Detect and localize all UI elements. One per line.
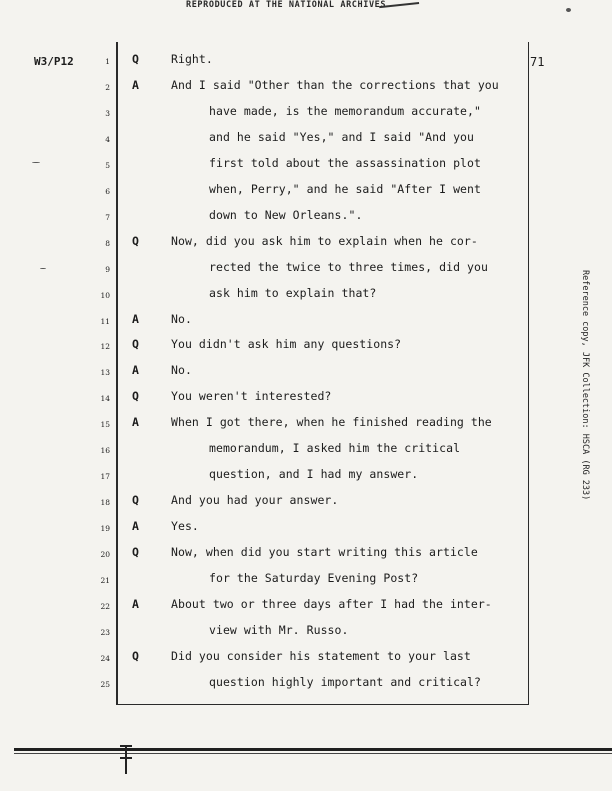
speck bbox=[40, 268, 46, 269]
line-number: 21 bbox=[100, 576, 110, 585]
transcript-line bbox=[0, 156, 612, 182]
line-text: question, and I had my answer. bbox=[209, 467, 419, 482]
line-number: 3 bbox=[105, 108, 110, 118]
line-number: 22 bbox=[100, 601, 110, 611]
line-text: Yes. bbox=[171, 519, 199, 534]
line-text: Did you consider his statement to your last bbox=[171, 648, 471, 663]
transcript-line bbox=[0, 78, 612, 104]
line-text: when, Perry," and he said "After I went bbox=[209, 181, 481, 196]
transcript-line bbox=[0, 337, 612, 363]
line-text: view with Mr. Russo. bbox=[209, 622, 349, 637]
transcript-line bbox=[0, 363, 612, 389]
line-text: Now, did you ask him to explain when he cor- bbox=[171, 233, 478, 248]
speaker-label: A bbox=[132, 519, 139, 534]
speaker-label: Q bbox=[132, 233, 139, 248]
line-text: About two or three days after I had the inter- bbox=[171, 596, 492, 611]
transcript-line bbox=[0, 312, 612, 338]
line-number: 9 bbox=[105, 264, 110, 274]
speaker-label: A bbox=[132, 363, 139, 378]
line-text: down to New Orleans.". bbox=[209, 207, 363, 222]
line-number: 16 bbox=[100, 446, 110, 456]
transcript-line bbox=[0, 493, 612, 519]
page-number: 71 bbox=[530, 55, 545, 69]
speaker-label: A bbox=[132, 415, 139, 430]
stamp-mark bbox=[379, 2, 421, 24]
line-number: 18 bbox=[100, 498, 110, 508]
line-text: question highly important and critical? bbox=[209, 674, 481, 689]
line-number: 1 bbox=[105, 57, 110, 66]
line-text: first told about the assassination plot bbox=[209, 155, 481, 170]
speaker-label: Q bbox=[132, 648, 139, 663]
line-number: 7 bbox=[105, 212, 110, 222]
line-number: 17 bbox=[100, 472, 110, 482]
line-number: 4 bbox=[105, 134, 110, 144]
transcript-line bbox=[0, 182, 612, 208]
line-text: And you had your answer. bbox=[171, 493, 339, 508]
transcript-line bbox=[0, 623, 612, 649]
speaker-label: Q bbox=[132, 545, 139, 560]
transcript-line bbox=[0, 675, 612, 701]
transcript-line bbox=[0, 519, 612, 545]
line-text: And I said "Other than the corrections that you bbox=[171, 77, 499, 92]
speaker-label: A bbox=[132, 311, 139, 326]
transcript-line bbox=[0, 104, 612, 130]
line-number: 20 bbox=[100, 550, 110, 560]
speaker-label: A bbox=[132, 77, 139, 92]
bottom-rule-thin bbox=[14, 753, 612, 754]
line-text: rected the twice to three times, did you bbox=[209, 259, 488, 274]
line-text: Right. bbox=[171, 52, 213, 66]
transcript-line bbox=[0, 389, 612, 415]
line-number: 10 bbox=[100, 290, 110, 300]
speck bbox=[566, 8, 571, 12]
speaker-label: Q bbox=[132, 337, 139, 352]
line-number: 12 bbox=[100, 342, 110, 352]
line-number: 14 bbox=[100, 394, 110, 404]
speck bbox=[32, 162, 40, 163]
reference-note: Reference copy, JFK Collection: HSCA (RG 233) bbox=[580, 270, 590, 501]
line-text: When I got there, when he finished reading the bbox=[171, 415, 492, 430]
line-number: 2 bbox=[105, 82, 110, 92]
line-number: 8 bbox=[105, 238, 110, 248]
line-text: for the Saturday Evening Post? bbox=[209, 571, 419, 585]
speaker-label: Q bbox=[132, 389, 139, 404]
transcript-line bbox=[0, 52, 612, 78]
line-text: memorandum, I asked him the critical bbox=[209, 441, 461, 456]
transcript-line bbox=[0, 467, 612, 493]
transcript-line bbox=[0, 571, 612, 597]
transcript-line bbox=[0, 649, 612, 675]
line-number: 19 bbox=[100, 524, 110, 534]
transcript-line bbox=[0, 260, 612, 286]
line-number: 6 bbox=[105, 186, 110, 196]
transcript-line bbox=[0, 597, 612, 623]
archive-stamp: REPRODUCED AT THE NATIONAL ARCHIVES bbox=[186, 0, 387, 10]
transcript-line bbox=[0, 545, 612, 571]
speaker-label: Q bbox=[132, 493, 139, 508]
line-text: No. bbox=[171, 311, 192, 326]
line-number: 11 bbox=[100, 316, 110, 326]
line-number: 25 bbox=[100, 679, 110, 689]
line-number: 23 bbox=[100, 627, 110, 637]
transcript-line bbox=[0, 208, 612, 234]
line-number: 13 bbox=[100, 368, 110, 378]
speaker-label: Q bbox=[132, 52, 139, 66]
line-number: 15 bbox=[100, 420, 110, 430]
line-number: 5 bbox=[105, 160, 110, 170]
line-text: have made, is the memorandum accurate," bbox=[209, 103, 481, 118]
page-code: W3/P12 bbox=[34, 55, 74, 68]
bottom-rule bbox=[14, 748, 612, 751]
line-text: ask him to explain that? bbox=[209, 285, 377, 300]
line-number: 24 bbox=[100, 653, 110, 663]
transcript-line bbox=[0, 441, 612, 467]
line-text: No. bbox=[171, 363, 192, 378]
speaker-label: A bbox=[132, 596, 139, 611]
transcript-line bbox=[0, 130, 612, 156]
binder-mark bbox=[116, 744, 136, 784]
line-text: Now, when did you start writing this article bbox=[171, 545, 478, 560]
transcript-line bbox=[0, 286, 612, 312]
transcript-line bbox=[0, 415, 612, 441]
line-text: You weren't interested? bbox=[171, 389, 332, 404]
line-text: and he said "Yes," and I said "And you bbox=[209, 129, 474, 144]
line-text: You didn't ask him any questions? bbox=[171, 337, 402, 352]
transcript-line bbox=[0, 234, 612, 260]
